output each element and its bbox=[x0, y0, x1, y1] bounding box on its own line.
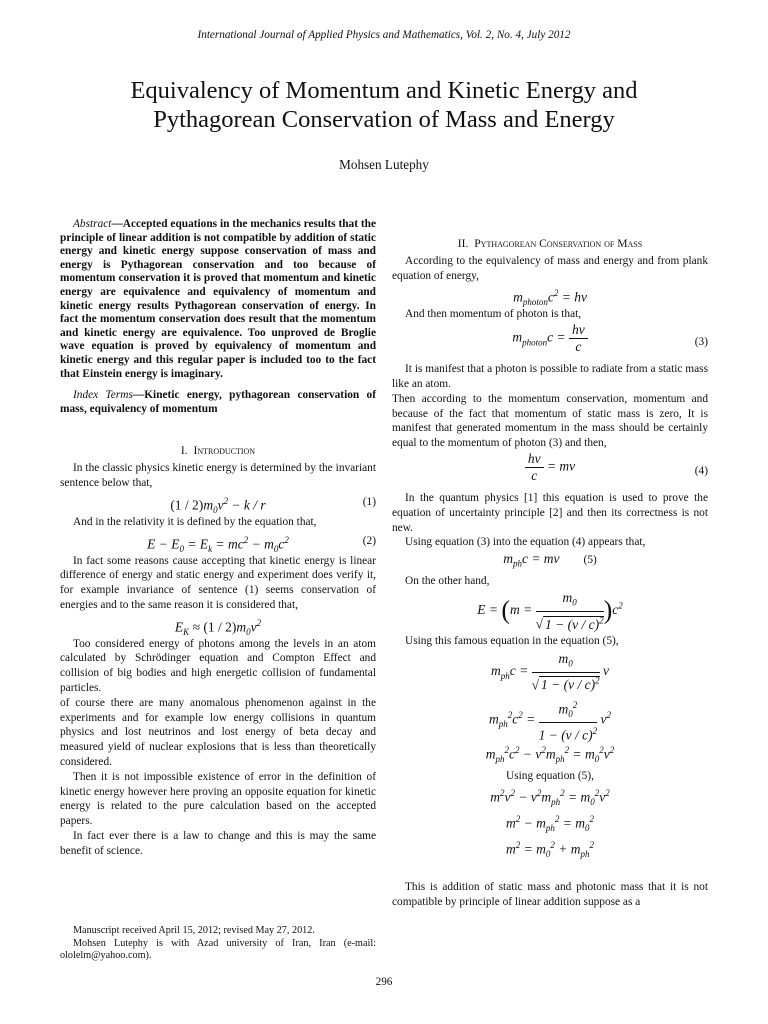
index-terms-lead: Index Terms bbox=[73, 389, 133, 402]
equation-5-number: (5) bbox=[583, 554, 597, 567]
section-2-heading bbox=[392, 237, 708, 252]
right-paragraph-3: It is manifest that a photon is possible to radiate from a static mass like an atom. bbox=[392, 363, 708, 390]
footnotes bbox=[60, 925, 376, 963]
equation-kinetic-approx: $E_K \approx (1 / 2)m_0v^2$ bbox=[174, 617, 262, 637]
right-paragraph-8: Using this famous equation in the equation (5), bbox=[405, 635, 619, 648]
equation-4-number: (4) bbox=[694, 464, 708, 477]
index-terms bbox=[60, 389, 376, 416]
right-column bbox=[392, 233, 708, 910]
author-name: Mohsen Lutephy bbox=[339, 157, 429, 172]
paragraph-2: And in the relativity it is defined by the equation that, bbox=[73, 515, 317, 528]
right-paragraph-1: According to the equivalency of mass and energy and from plank equation of energy, bbox=[392, 254, 708, 282]
journal-header: International Journal of Applied Physics and Mathematics, Vol. 2, No. 4, July 2012 bbox=[197, 29, 571, 41]
abstract-text: —Accepted equations in the mechanics results that the principle of linear addition is not compatible by addition of static energy and kinetic energy suppose conservation of mass and energy is Pythagorean conservation and too because of momentum conservation it is proved that momentum and kinetic energy are equivalence and equivalency of momentum and kinetic energy results Pythagorean conservation of energy. In fact the momentum conservation does result that the momentum and kinetic energy are equivalence. Too unproved de Broglie wave equation is proved by equivalency of momentum and kinetic energy and this regular paper is included too to the fact that Einstein energy is imaginary. bbox=[60, 218, 376, 380]
title-line-1: Equivalency of Momentum and Kinetic Energy and bbox=[130, 77, 638, 104]
index-terms-text: —Kinetic energy, pythagorean conservation of mass, equivalency of momentum bbox=[60, 389, 376, 415]
paragraph-1: In the classic physics kinetic energy is determined by the invariant sentence below that, bbox=[60, 462, 376, 489]
paragraph-7: In fact ever there is a law to change and this is may the same benefit of science. bbox=[60, 830, 376, 857]
right-paragraph-9: Using equation (5), bbox=[506, 770, 594, 783]
page-number: 296 bbox=[375, 976, 393, 988]
equation-4: $\frac{h\nu}{c}$ = mv (4) bbox=[392, 451, 708, 491]
equation-1: $(1 / 2)m_0v^2 - k / r$ (1) bbox=[170, 495, 376, 515]
section-1-heading bbox=[60, 444, 376, 459]
equation-3: $m_{photon}c$ = $\frac{h\nu}{c}$ (3) bbox=[512, 322, 708, 355]
title-line-2: Pythagorean Conservation of Mass and Energy bbox=[153, 106, 615, 133]
equation-3-number: (3) bbox=[694, 336, 708, 349]
equation-derivation-6: $m^2 = m_0^2 + m_{ph}^2$ bbox=[506, 839, 594, 860]
footnote-received: Manuscript received April 15, 2012; revised May 27, 2012. bbox=[73, 925, 315, 936]
equation-2: $E - E_0 = E_k = mc^2 - m_0c^2$ (2) bbox=[147, 534, 376, 554]
footnote-author: Mohsen Lutephy is with Azad university of Iran, Iran (e-mail: ololelm@yahoo.com). bbox=[60, 937, 376, 961]
paragraph-3: In fact some reasons cause accepting that kinetic energy is linear difference of energy and static energy and experiment does verify it, for example invariance of sentence (1) seems conservation of energies and to the same reason it is considered that, bbox=[60, 554, 376, 611]
section-1-number: I. bbox=[180, 444, 188, 458]
equation-derivation-4: $m^2v^2 - v^2m_{ph}^2 = m_0^2v^2$ bbox=[490, 788, 610, 808]
abstract-lead: Abstract bbox=[73, 218, 112, 230]
paragraph-5: of course there are many anomalous phenomenon against in the experiments and for example low energy collisions in quantum physics and lost neutrinos and lost energy of beta decay and measured yield of nuclear explosions that is less than theoretically considered. bbox=[60, 696, 376, 769]
section-2-number: II. bbox=[457, 237, 469, 250]
left-column bbox=[60, 218, 376, 859]
equation-derivation-5: $m^2 - m_{ph}^2 = m_0^2$ bbox=[506, 814, 594, 834]
equation-2-number: (2) bbox=[362, 534, 376, 547]
equation-5: $m_{ph}c$ = mv (5) bbox=[503, 551, 597, 569]
equation-relativistic-mass: E = (m = $\frac{m_0}{√ 1 - (v / c)^2}$ )$c^2$ bbox=[477, 590, 623, 632]
paragraph-4: Too considered energy of photons among the levels in an atom calculated by Schrödinger equation and Compton Effect and collision of big bodies and high energetic collision of fundamental particles. bbox=[60, 637, 376, 695]
right-paragraph-4: Then according to the momentum conservation, momentum and because of the fact that momentum of static mass is zero, It is manifest that generated momentum in the mass should be certainly equal to the momentum of photon (3) and then, bbox=[392, 392, 708, 450]
right-paragraph-2: And then momentum of photon is that, bbox=[405, 308, 582, 321]
right-paragraph-7: On the other hand, bbox=[405, 574, 490, 587]
paragraph-6: Then it is not impossible existence of error in the definition of kinetic energy however here proving an opposite equation for kinetic energy is related to the pure calculation based on the accepted papers. bbox=[60, 770, 376, 828]
section-1-title: Introduction bbox=[193, 444, 256, 458]
equation-1-number: (1) bbox=[362, 495, 376, 508]
equation-planck: $m_{photon}c^2 = h\nu$ bbox=[513, 288, 587, 308]
paper-title bbox=[60, 76, 708, 134]
right-paragraph-6: Using equation (3) into the equation (4) appears that, bbox=[405, 536, 646, 549]
right-paragraph-5: In the quantum physics [1] this equation is used to prove the equation of uncertainty principle [2] and then its correctness is not new. bbox=[392, 491, 708, 534]
abstract bbox=[60, 218, 376, 381]
right-paragraph-10: This is addition of static mass and photonic mass that it is not compatible by principle of linear addition suppose as a bbox=[392, 880, 708, 908]
section-2-title: Pythagorean Conservation of Mass bbox=[474, 237, 643, 250]
equation-derivation-1: $m_{ph}c$ = $\frac{m_0}{√ 1 - (v / c)^2}$ v bbox=[491, 651, 609, 693]
equation-derivation-3: $m_{ph}^2c^2 - v^2m_{ph}^2 = m_0^2v^2$ bbox=[485, 745, 615, 765]
equation-derivation-2: $m_{ph}^2c^2$ = $\frac{m_0^2}{1 - (v / c)^2}$ $v^2$ bbox=[392, 695, 708, 741]
